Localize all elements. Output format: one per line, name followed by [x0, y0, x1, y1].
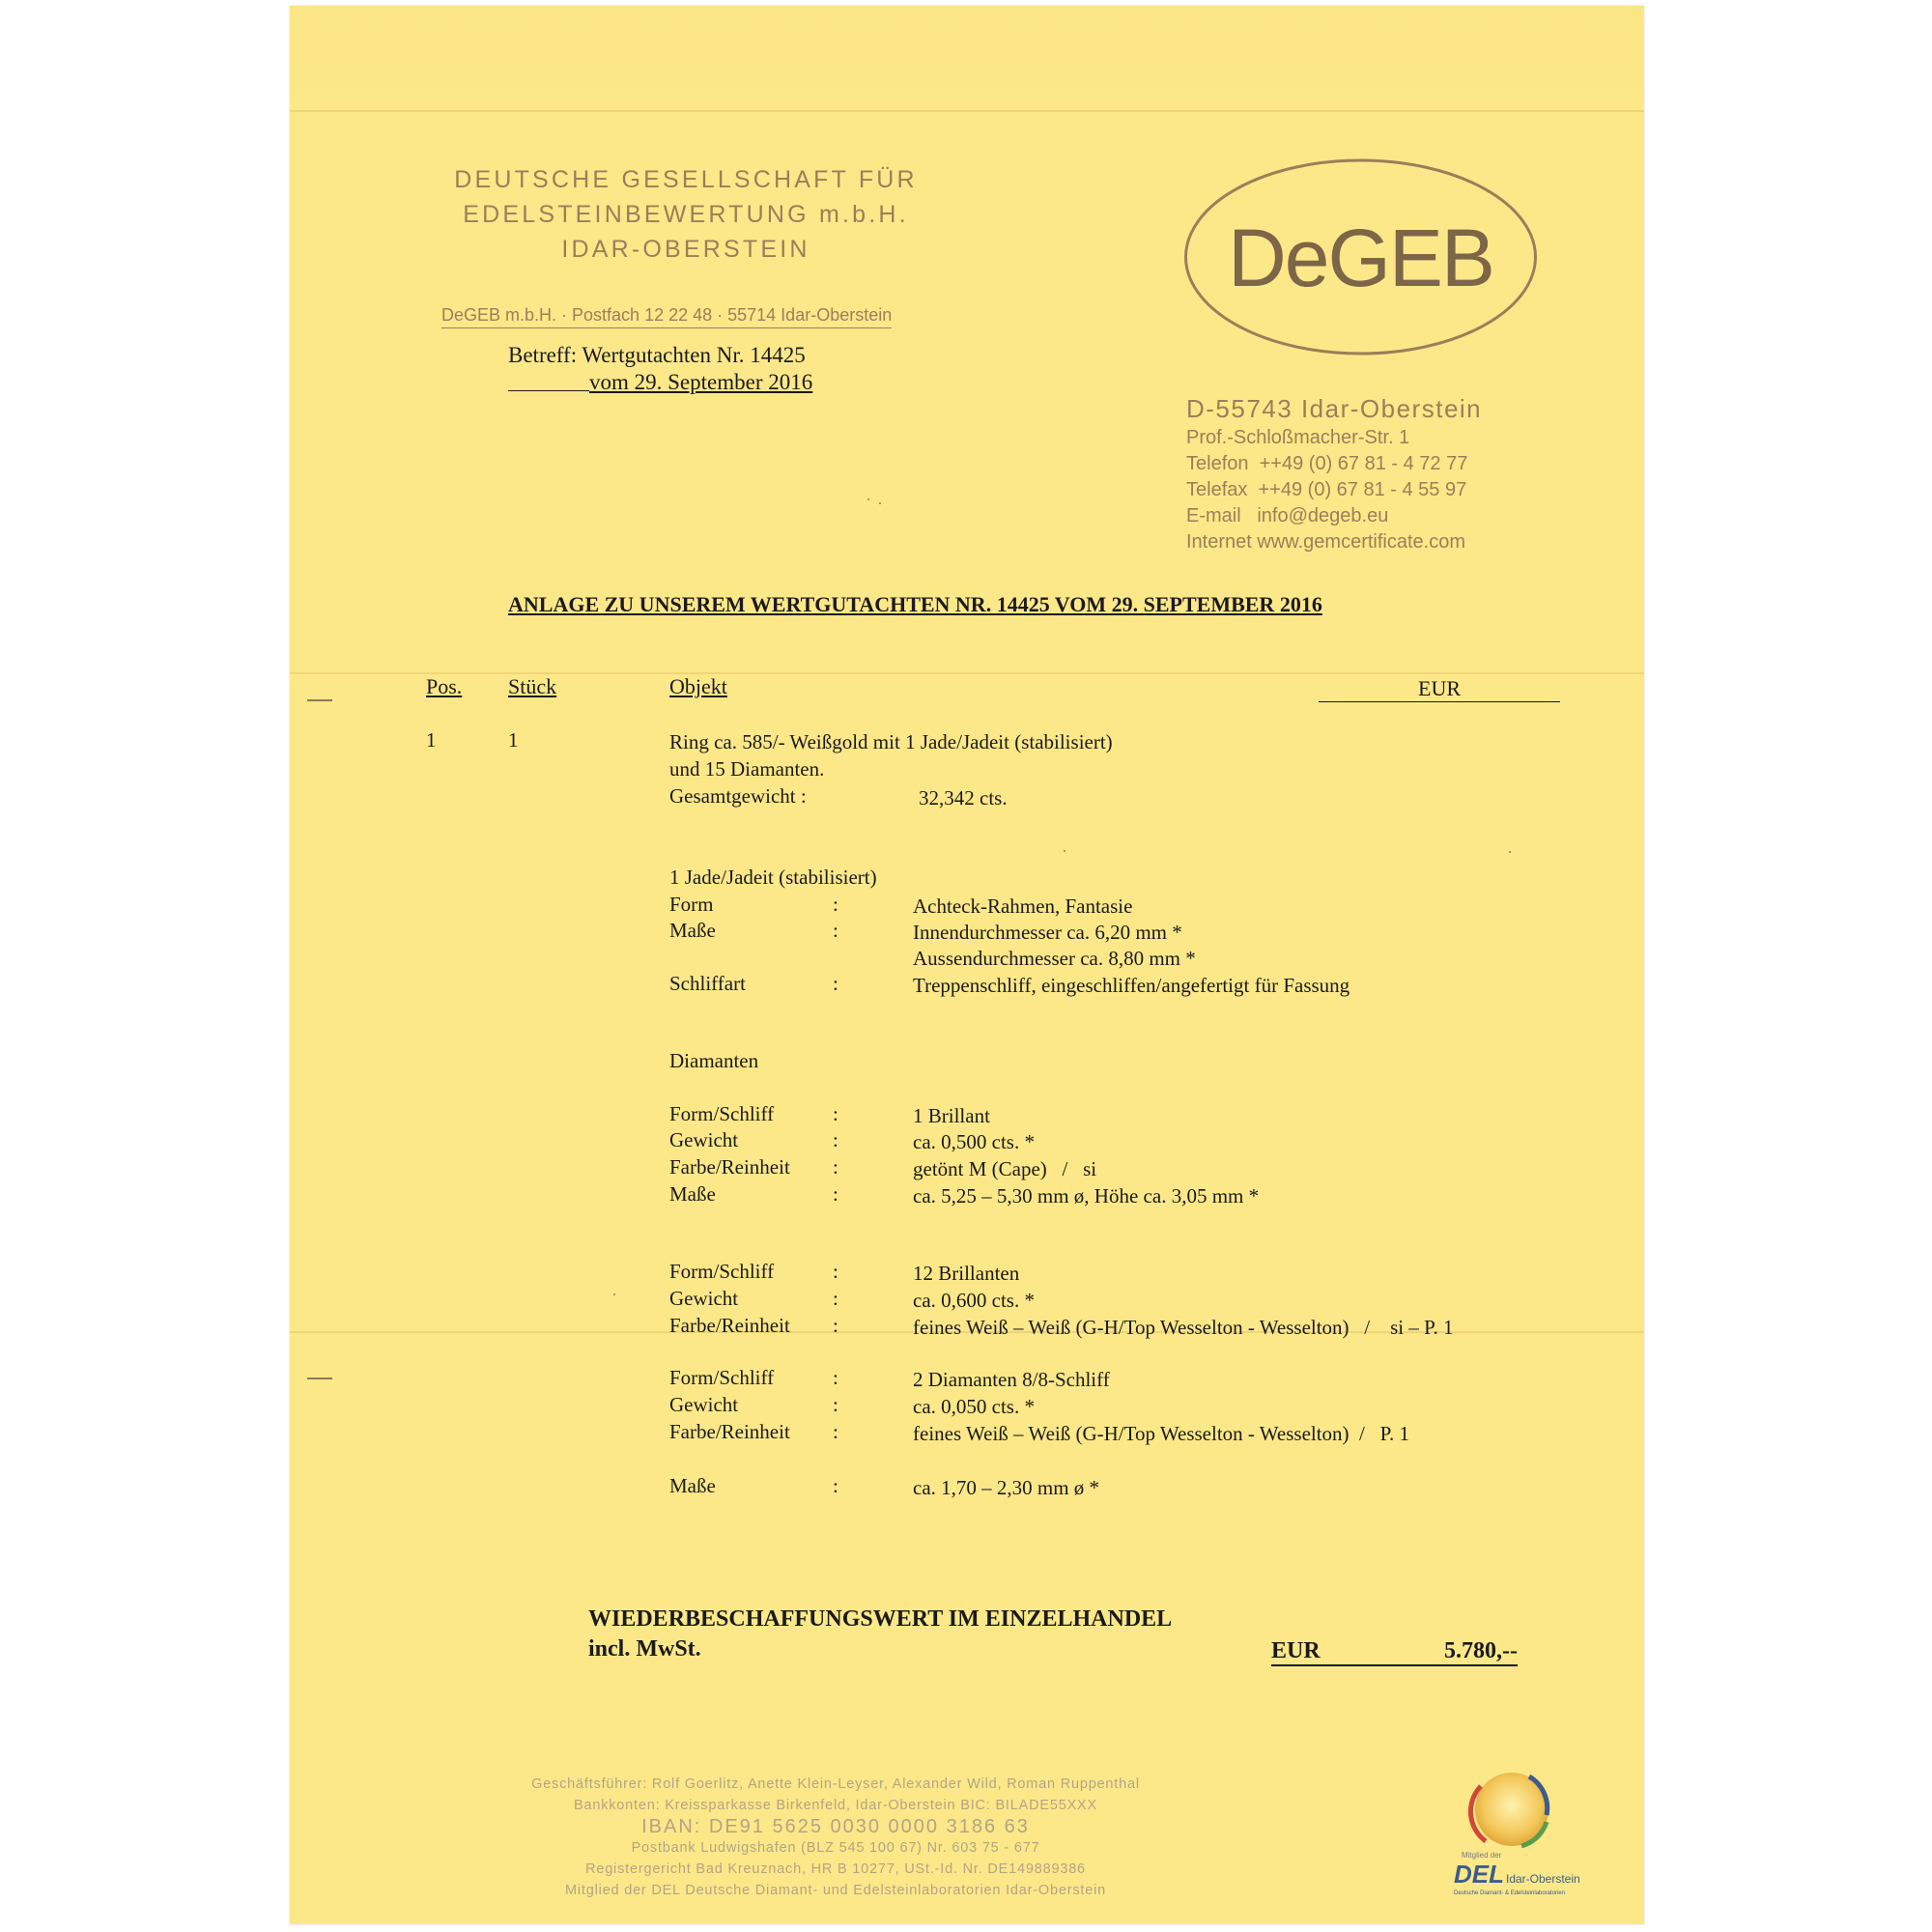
diamond-label: Form/Schliff — [669, 1102, 775, 1125]
jade-value: Achteck-Rahmen, Fantasie — [913, 895, 1133, 918]
company-line-2: EDELSTEINBEWERTUNG m.b.H. — [463, 201, 909, 228]
contact-block — [1186, 392, 1482, 555]
del-sub-text: Deutsche Diamant- & Edelsteinlaboratorien — [1454, 1890, 1566, 1896]
margin-mark — [307, 699, 332, 701]
colon: : — [833, 1128, 838, 1151]
diamond-value: 1 Brillant — [913, 1104, 990, 1127]
diamond-label: Maße — [669, 1474, 716, 1497]
col-objekt: Objekt — [669, 674, 727, 698]
paper-fold-top — [290, 6, 1644, 112]
jade-value: Treppenschliff, eingeschliffen/angefertigt für Fassung — [913, 974, 1350, 997]
del-city-text: Idar-Oberstein — [1506, 1872, 1580, 1886]
item-pos: 1 — [426, 728, 437, 752]
jade-title: 1 Jade/Jadeit (stabilisiert) — [669, 866, 877, 889]
company-line-1: DEUTSCHE GESELLSCHAFT FÜR — [454, 166, 918, 193]
colon: : — [833, 1474, 838, 1497]
document-heading: ANLAGE ZU UNSEREM WERTGUTACHTEN NR. 14425 VOM 29. SEPTEMBER 2016 — [508, 592, 1322, 616]
diamond-value: feines Weiß – Weiß (G-H/Top Wesselton - Wesselton) / P. 1 — [913, 1422, 1409, 1445]
contact-city: D-55743 Idar-Oberstein — [1186, 394, 1483, 423]
colon: : — [833, 1102, 838, 1125]
margin-mark — [307, 1378, 332, 1379]
colon: : — [833, 1393, 838, 1416]
item-description-2: und 15 Diamanten. — [669, 757, 825, 781]
contact-telefax — [1186, 477, 1482, 503]
company-line-3: IDAR-OBERSTEIN — [561, 236, 810, 263]
jade-label: Maße — [669, 919, 716, 942]
betreff-underline — [508, 369, 589, 391]
diamond-value: getönt M (Cape) / si — [913, 1157, 1097, 1180]
diamond-value: feines Weiß – Weiß (G-H/Top Wesselton - Wesselton) / si – P. 1 — [913, 1316, 1454, 1339]
diamond-label: Gewicht — [669, 1393, 739, 1416]
betreff-block — [508, 342, 812, 396]
footer — [435, 1774, 1236, 1901]
diamond-value: ca. 1,70 – 2,30 mm ø * — [913, 1476, 1100, 1499]
gesamtgewicht-value: 32,342 cts. — [919, 786, 1008, 810]
document-page — [290, 6, 1644, 1924]
diamond-value: ca. 0,600 cts. * — [913, 1289, 1035, 1312]
colon: : — [833, 1260, 838, 1283]
speck — [613, 1293, 615, 1295]
betreff-line-1: Betreff: Wertgutachten Nr. 14425 — [508, 343, 806, 367]
diamond-label: Farbe/Reinheit — [669, 1314, 790, 1337]
betreff-line-2-wrap — [508, 369, 812, 396]
diamond-value: ca. 0,050 cts. * — [913, 1395, 1035, 1418]
jade-label: Schliffart — [669, 972, 746, 995]
diamond-label: Form/Schliff — [669, 1260, 775, 1283]
email-label: E-mail — [1186, 505, 1241, 526]
diamond-label: Farbe/Reinheit — [669, 1420, 790, 1443]
telefax-label: Telefax — [1186, 479, 1248, 500]
company-name — [386, 162, 985, 267]
col-stueck: Stück — [508, 674, 557, 698]
speck — [1064, 850, 1065, 852]
contact-internet — [1186, 529, 1482, 555]
speck — [879, 502, 881, 504]
footer-line-1: Geschäftsführer: Rolf Goerlitz, Anette Klein-Leyser, Alexander Wild, Roman Ruppenthal — [531, 1776, 1140, 1792]
colon: : — [833, 972, 838, 995]
jade-value: Innendurchmesser ca. 6,20 mm * — [913, 921, 1182, 944]
speck — [1509, 851, 1511, 853]
diamond-label: Form/Schliff — [669, 1366, 775, 1389]
total-value: 5.780,-- — [1444, 1638, 1518, 1663]
item-stueck: 1 — [508, 728, 519, 752]
footer-line-6: Mitglied der DEL Deutsche Diamant- und Edelsteinlaboratorien Idar-Oberstein — [565, 1883, 1106, 1898]
diamond-value: ca. 0,500 cts. * — [913, 1130, 1035, 1153]
diamond-value: 2 Diamanten 8/8-Schliff — [913, 1368, 1110, 1391]
total-amount — [1271, 1638, 1518, 1666]
del-small-text: Mitglied der — [1462, 1851, 1502, 1860]
degeb-logo — [1183, 157, 1538, 356]
telefon-value: ++49 (0) 67 81 - 4 72 77 — [1259, 453, 1468, 474]
colon: : — [833, 919, 838, 942]
email-value: info@degeb.eu — [1257, 505, 1389, 526]
total-label-sub: incl. MwSt. — [588, 1636, 701, 1662]
diamond-value: ca. 5,25 – 5,30 mm ø, Höhe ca. 3,05 mm * — [913, 1184, 1260, 1208]
del-big-text: DEL — [1454, 1860, 1504, 1889]
colon: : — [833, 1155, 838, 1179]
diamond-value: 12 Brillanten — [913, 1262, 1020, 1285]
diamanten-title: Diamanten — [669, 1049, 759, 1072]
contact-email — [1186, 503, 1482, 529]
betreff-line-2: vom 29. September 2016 — [589, 370, 813, 394]
footer-line-4: Postbank Ludwigshafen (BLZ 545 100 67) Nr. 603 75 - 677 — [631, 1840, 1040, 1856]
total-currency: EUR — [1271, 1638, 1321, 1663]
sender-address-line: DeGEB m.b.H. · Postfach 12 22 48 · 55714 Idar-Oberstein — [441, 305, 892, 328]
diamond-label: Maße — [669, 1182, 716, 1206]
contact-telefon — [1186, 451, 1482, 477]
diamond-label: Gewicht — [669, 1287, 739, 1310]
jade-label: Form — [669, 893, 714, 916]
item-description-1: Ring ca. 585/- Weißgold mit 1 Jade/Jadeit (stabilisiert) — [669, 730, 1113, 753]
speck — [867, 498, 869, 500]
fold-line — [290, 672, 1644, 674]
jade-value: Aussendurchmesser ca. 8,80 mm * — [913, 947, 1196, 970]
colon: : — [833, 1182, 838, 1206]
telefax-value: ++49 (0) 67 81 - 4 55 97 — [1258, 479, 1467, 500]
colon: : — [833, 893, 838, 916]
total-label: WIEDERBESCHAFFUNGSWERT IM EINZELHANDEL — [588, 1606, 1173, 1632]
colon: : — [833, 1420, 838, 1443]
diamond-label: Farbe/Reinheit — [669, 1155, 790, 1179]
footer-line-2: Bankkonten: Kreissparkasse Birkenfeld, Idar-Oberstein BIC: BILADE55XXX — [574, 1798, 1097, 1813]
col-eur: EUR — [1319, 676, 1560, 702]
col-pos: Pos. — [426, 674, 463, 698]
contact-street: Prof.-Schloßmacher-Str. 1 — [1186, 427, 1410, 448]
diamond-label: Gewicht — [669, 1128, 739, 1151]
colon: : — [833, 1366, 838, 1389]
internet-value: www.gemcertificate.com — [1257, 531, 1466, 553]
internet-label: Internet — [1186, 531, 1252, 553]
colon: : — [833, 1287, 838, 1310]
gesamtgewicht-label: Gesamtgewicht : — [669, 784, 807, 808]
telefon-label: Telefon — [1186, 453, 1249, 474]
logo-text: DeGEB — [1228, 213, 1493, 303]
del-logo — [1442, 1769, 1597, 1914]
colon: : — [833, 1314, 838, 1337]
footer-iban: IBAN: DE91 5625 0030 0000 3186 63 — [641, 1816, 1030, 1837]
footer-line-5: Registergericht Bad Kreuznach, HR B 10277, USt.-Id. Nr. DE149889386 — [585, 1861, 1086, 1877]
